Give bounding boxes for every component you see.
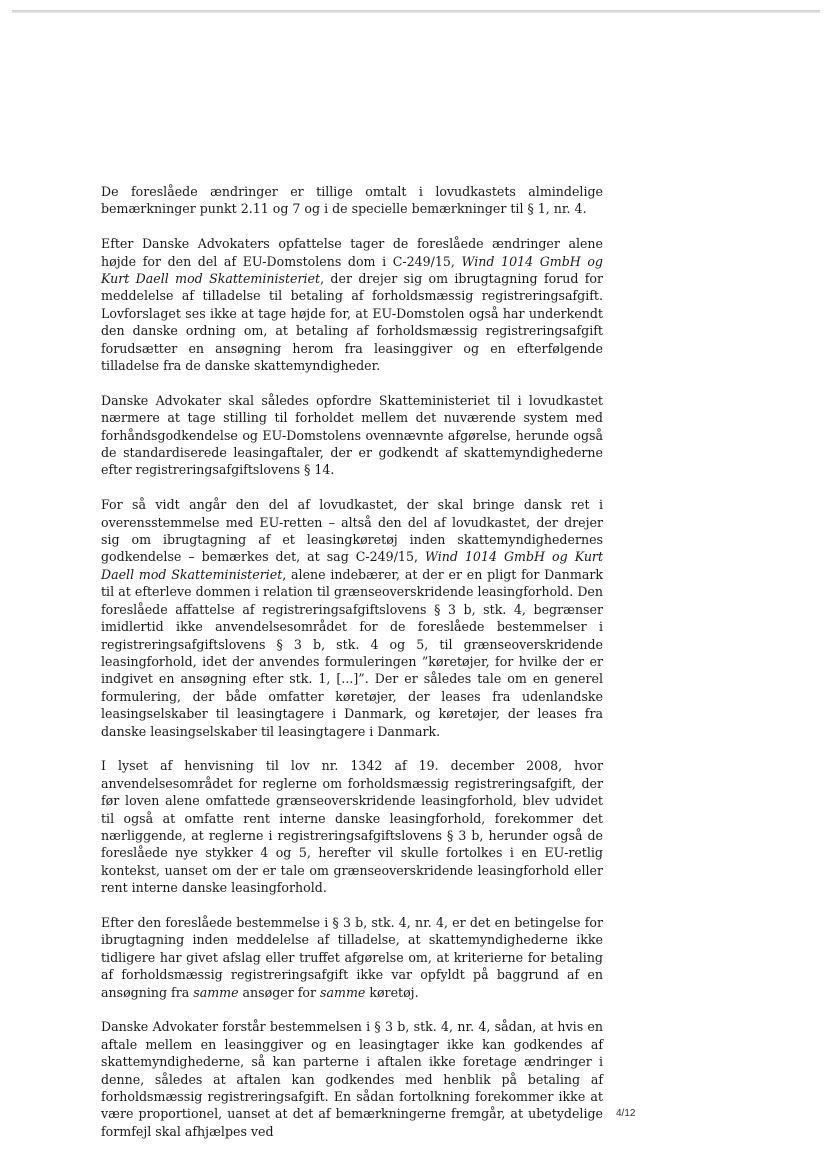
text-run: ansøger for <box>238 984 321 1000</box>
paragraph <box>101 496 603 740</box>
case-name-italic: Wind 1014 GmbH og Kurt Daell mod Skatteministeriet <box>101 253 603 287</box>
text-run: , der drejer sig om ibrugtagning forud for meddelelse af tilladelse til betaling af forholdsmæssig registreringsafgift. Lovforslaget ses ikke at tage højde for, at EU-Domstolen også har underkendt den danske ordning om, at betaling af forholdsmæssig registreringsafgift forudsætter en ansøgning herom fra leasinggiver og en efterfølgende tilladelse fra de danske skattemyndigheder. <box>101 271 603 374</box>
emphasis-italic: samme <box>320 984 366 1000</box>
text-run: , alene indebærer, at der er en pligt for Danmark til at efterleve dommen i relation til grænseoverskridende leasingforhold. Den foreslåede affattelse af registreringsafgiftslovens § 3 b, stk. 4, begrænser imidlertid ikke anvendelsesområdet for de foreslåede bestemmelser i registreringsafgiftslovens § 3 b, stk. 4 og 5, til grænseoverskridende leasingforhold, idet der anvendes formuleringen ”køretøjer, for hvilke der er indgivet en ansøgning efter stk. 1, [...]”. Der er således tale om en generel formulering, der både omfatter køretøjer, der leases fra udenlandske leasingselskaber til leasingtagere i Danmark, og køretøjer, der leases fra danske leasingselskaber til leasingtagere i Danmark. <box>101 566 603 739</box>
paragraph <box>101 757 603 896</box>
text-run: køretøj. <box>365 984 419 1000</box>
paragraph <box>101 235 603 374</box>
text-run: Danske Advokater forstår bestemmelsen i § 3 b, stk. 4, nr. 4, sådan, at hvis en aftale mellem en leasinggiver og en leasingtager ikke kan godkendes af skattemyndighederne, så kan parterne i aftalen ikke foretage ændringer i denne, således at aftalen kan godkendes med henblik på betaling af forholdsmæssig registreringsafgift. En sådan fortolkning forekommer ikke at være proportionel, uanset at det af bemærkningerne fremgår, at ubetydelige formfejl skal afhjælpes ved <box>101 1019 603 1139</box>
page-number: 4/12 <box>616 1108 636 1119</box>
paragraph <box>101 183 603 218</box>
text-run: De foreslåede ændringer er tillige omtalt i lovudkastets almindelige bemærkninger punkt 2.11 og 7 og i de specielle bemærkninger til § 1, nr. 4. <box>101 184 603 217</box>
paragraph <box>101 914 603 1001</box>
text-run: Danske Advokater skal således opfordre Skatteministeriet til i lovudkastet nærmere at tage stilling til forholdet mellem det nuværende system med forhåndsgodkendelse og EU-Domstolens ovennævnte afgørelse, herunde også de standardiserede leasingaftaler, der er godkendt af skattemyndighederne efter registreringsafgiftslovens § 14. <box>101 392 603 478</box>
emphasis-italic: samme <box>193 984 239 1000</box>
text-run: I lyset af henvisning til lov nr. 1342 af 19. december 2008, hvor anvendelsesområdet for reglerne om forholdsmæssig registreringsafgift, der før loven alene omfattede grænseoverskridende leasingforhold, blev udvidet til også at omfatte rent interne danske leasingforhold, forekommer det nærliggende, at reglerne i registreringsafgiftslovens § 3 b, herunder også de foreslåede nye stykker 4 og 5, herefter vil skulle fortolkes i en EU-retlig kontekst, uanset om der er tale om grænseoverskridende leasingforhold eller rent interne danske leasingforhold. <box>101 758 603 896</box>
paragraph <box>101 1018 603 1140</box>
text-run: Efter den foreslåede bestemmelse i § 3 b, stk. 4, nr. 4, er det en betingelse for ibrugtagning inden meddelelse af tilladelse, at skattemyndighederne ikke tidligere har givet afslag eller truffet afgørelse om, at kriterierne for betaling af forholdsmæssig registreringsafgift ikke var opfyldt på baggrund af en ansøgning fra <box>101 914 603 1000</box>
case-name-italic: Wind 1014 GmbH og Kurt Daell mod Skatteministeriet <box>101 549 604 582</box>
text-run: Efter Danske Advokaters opfattelse tager de foreslåede ændringer alene højde for den del af EU-Domstolens dom i C-249/15, <box>101 236 603 269</box>
document-body <box>101 183 603 1158</box>
paragraph <box>101 392 603 479</box>
text-run: For så vidt angår den del af lovudkastet, der skal bringe dansk ret i overensstemmelse med EU-retten – altså den del af lovudkastet, der drejer sig om ibrugtagning af et leasingkøretøj inden skattemyndighedernes godkendelse – bemærkes det, at sag C-249/15, <box>101 497 603 565</box>
scan-edge-line <box>12 10 820 13</box>
